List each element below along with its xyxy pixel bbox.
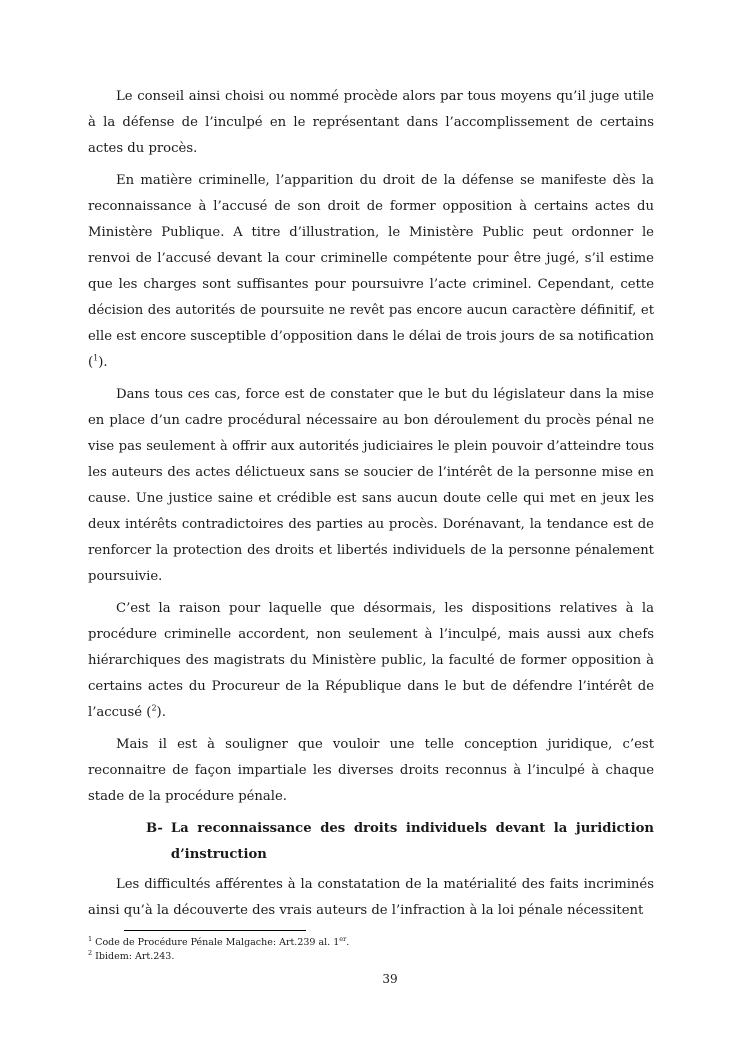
paragraph-1 xyxy=(88,84,654,162)
section-heading-text: La reconnaissance des droits individuels devant la juridiction d’instruction xyxy=(170,821,654,862)
footnotes xyxy=(88,936,654,964)
paragraph-5 xyxy=(88,732,654,810)
footnote-1-text: Code de Procédure Pénale Malgache: Art.239 al. 1 xyxy=(95,937,340,948)
page-number: 39 xyxy=(382,972,398,986)
paragraph-4-tail: ). xyxy=(156,705,166,720)
footnote-1 xyxy=(88,936,654,950)
paragraph-6 xyxy=(88,872,654,924)
paragraph-2-tail: ). xyxy=(98,355,108,370)
section-heading xyxy=(146,816,654,868)
paragraph-4 xyxy=(88,596,654,726)
footnote-2-number: 2 xyxy=(88,948,93,957)
section-heading-marker: B- xyxy=(146,821,163,836)
footnote-1-number: 1 xyxy=(88,934,93,943)
paragraph-2-text: En matière criminelle, l’apparition du droit de la défense se manifeste dès la reconnaissance à l’accusé de son droit de former opposition à certains actes du Ministère Publique. A titre d’illustration, le Ministère Public peut ordonner le renvoi de l’accusé devant la cour criminelle compétente pour être jugé, s’il estime que les charges sont suffisantes pour poursuivre l’acte criminel. Cependant, cette décision des autorités de poursuite ne revêt pas encore aucun caractère définitif, et elle est encore susceptible d’opposition dans le délai de trois jours de sa notification ( xyxy=(88,173,654,370)
footnote-2-text: Ibidem: Art.243. xyxy=(95,951,175,962)
paragraph-4-text: C’est la raison pour laquelle que désormais, les dispositions relatives à la procédure criminelle accordent, non seulement à l’inculpé, mais aussi aux chefs hiérarchiques des magistrats du Ministère public, la faculté de former opposition à certains actes du Procureur de la République dans le but de défendre l’intérêt de l’accusé ( xyxy=(88,601,654,720)
footnote-separator xyxy=(124,930,306,931)
footnote-1-tail: . xyxy=(346,937,350,948)
document-body xyxy=(88,84,654,930)
footnote-2 xyxy=(88,950,654,964)
paragraph-3-text: Dans tous ces cas, force est de constater que le but du législateur dans la mise en place d’un cadre procédural nécessaire au bon déroulement du procès pénal ne vise pas seulement à offrir aux autorités judiciaires le plein pouvoir d’atteindre tous les auteurs des actes délictueux sans se soucier de l’intérêt de la personne mise en cause. Une justice saine et crédible est sans aucun doute celle qui met en jeux les deux intérêts contradictoires des parties au procès. Dorénavant, la tendance est de renforcer la protection des droits et libertés individuels de la personne pénalement poursuivie. xyxy=(88,387,654,584)
footnote-ref-1[interactable]: 1 xyxy=(93,353,99,363)
paragraph-6-text: Les difficultés afférentes à la constatation de la matérialité des faits incriminés ainsi qu’à la découverte des vrais auteurs de l’infraction à la loi pénale nécessitent xyxy=(88,877,654,918)
footnote-1-superscript: er xyxy=(339,934,347,943)
paragraph-5-text: Mais il est à souligner que vouloir une telle conception juridique, c’est reconnaitre de façon impartiale les diverses droits reconnus à l’inculpé à chaque stade de la procédure pénale. xyxy=(88,737,654,804)
footnote-ref-2[interactable]: 2 xyxy=(151,703,157,713)
paragraph-2 xyxy=(88,168,654,376)
paragraph-1-text: Le conseil ainsi choisi ou nommé procède alors par tous moyens qu’il juge utile à la défense de l’inculpé en le représentant dans l’accomplissement de certains actes du procès. xyxy=(88,89,654,156)
paragraph-3 xyxy=(88,382,654,590)
